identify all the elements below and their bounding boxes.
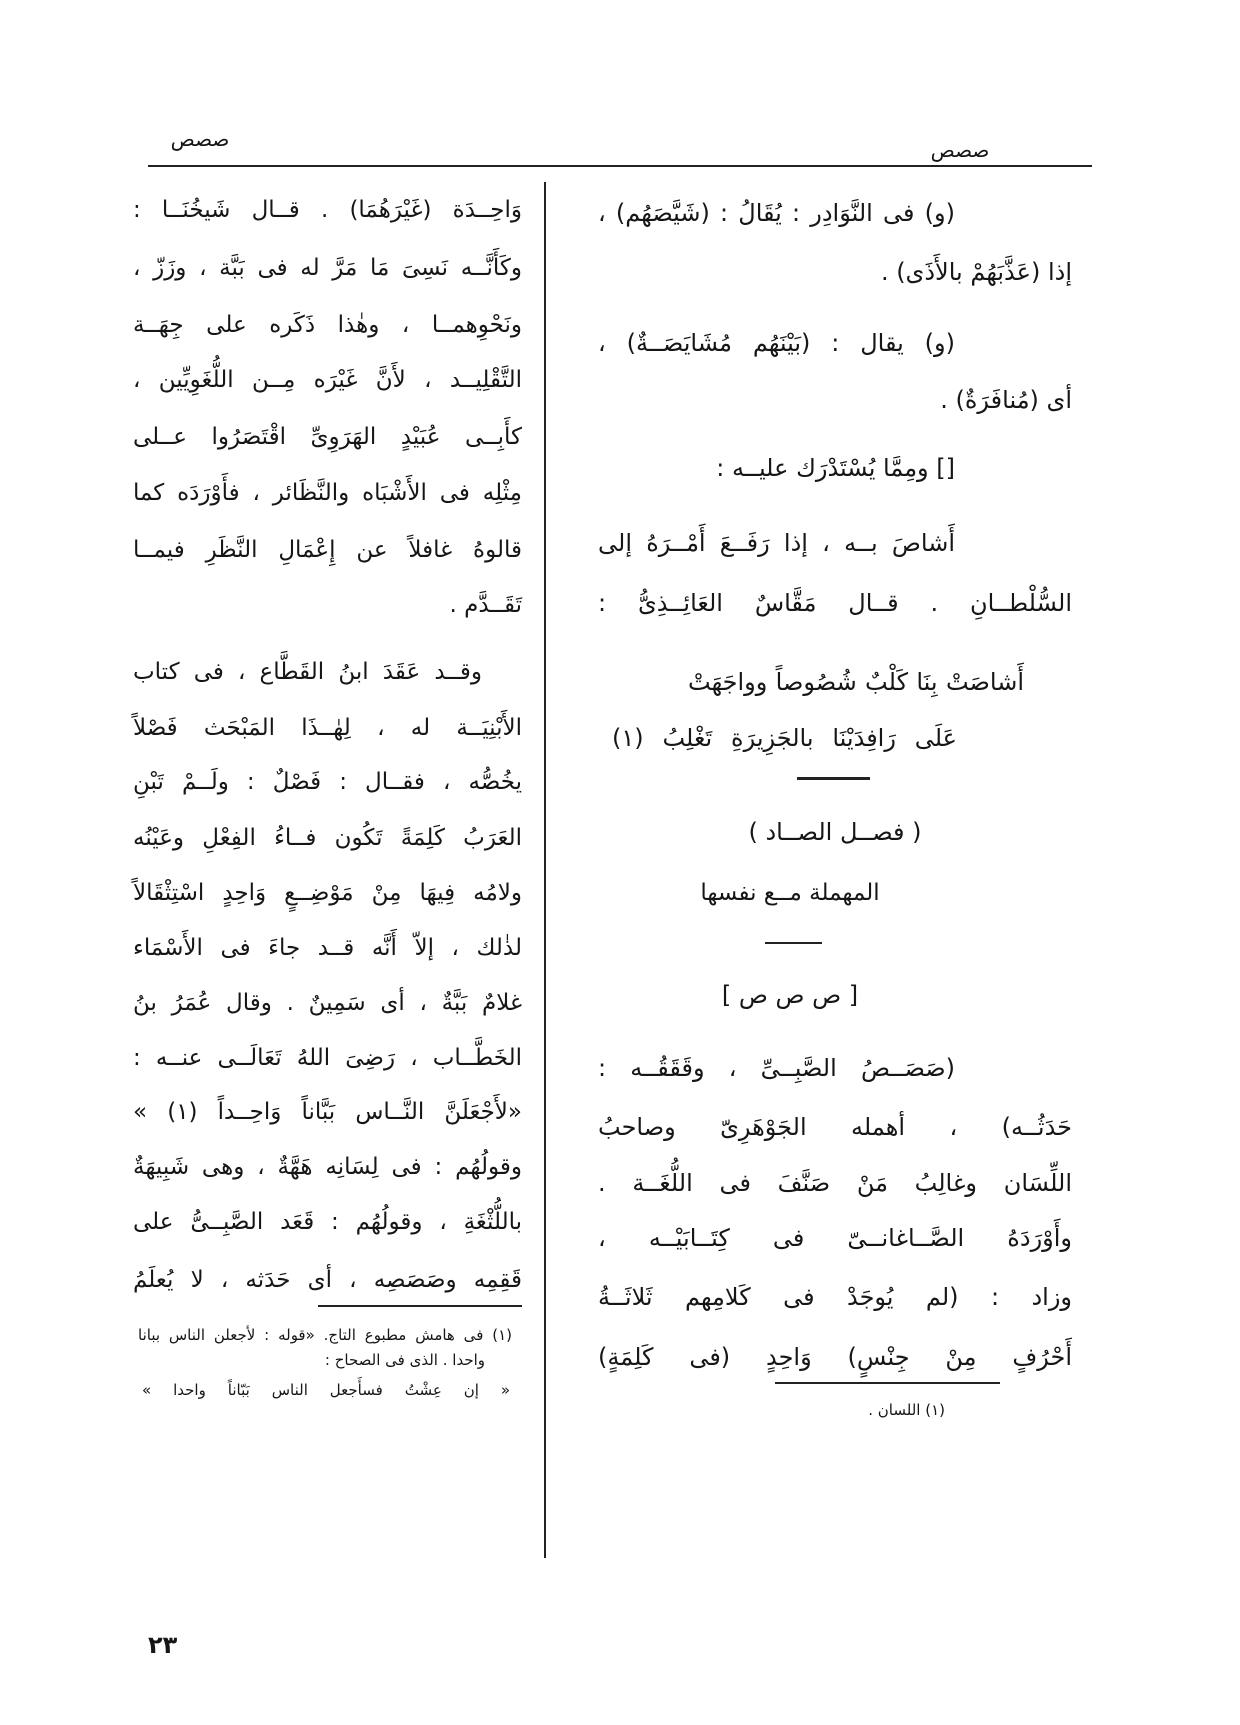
right-column-line: حَدَثُــه) ، أهمله الجَوْهَرِىّ وصاحبُ	[598, 1113, 1072, 1141]
right-column-line: السُّلْطــانِ . قــال مَقَّاسٌ العَائِــذِىُّ :	[598, 589, 1072, 617]
left-column-line: تَقَــدَّم .	[449, 592, 522, 618]
right-column-line: وأَوْرَدَهُ الصَّــاغانــىّ فى كِتَــابَيْــه ،	[598, 1224, 1072, 1252]
right-column-line: (و) يقال : (بَيْنَهُم مُشَايَصَــةٌ) ،	[598, 329, 955, 357]
footnote-right: (١) اللسان .	[868, 1401, 945, 1419]
left-column-line: التَّقْلِيــد ، لأَنَّ غَيْرَه مِــن اللُّغَوِيِّين ،	[133, 367, 522, 393]
footnote-left: « إن عِشْتُ فسأَجعل الناس بَبّاناً واحدا »	[142, 1381, 510, 1399]
running-head-right: صصص	[930, 138, 990, 162]
right-column-line: وزاد : (لم يُوجَدْ فى كَلامِهم ثَلاثَــةُ	[598, 1283, 1072, 1311]
left-column-line: «لأَجْعَلَنَّ النَّــاس بَبَّاناً وَاحِــداً (١) »	[133, 1099, 523, 1125]
left-column-line: وقولُهُم : فى لِسَانِه هَهَّةٌ ، وهى شَبِيهَةٌ	[133, 1154, 522, 1180]
left-column-line: الأَبْنِيَــة له ، لِهٰــذَا المَبْحَث فَصْلاً	[133, 715, 522, 741]
page-number: ٢٣	[148, 1631, 178, 1659]
left-column-line: وكَأَنَّــه نَسِىَ مَا مَرَّ له فى بَبَّة ، وزَزّ ،	[133, 255, 522, 281]
left-column-line: ونَحْوِهمــا ، وهٰذا ذَكَره على جِهَــة	[133, 312, 522, 338]
left-column-line: يخُصُّه ، فقــال : فَصْلٌ : ولَــمْ تَبْنِ	[133, 769, 522, 795]
footnote-left: (١) فى هامش مطبوع التاج. «قوله : لأجعلن الناس ببانا	[138, 1326, 512, 1344]
left-column-line: كأَبِــى عُبَيْدٍ الهَرَوِىِّ اقْتَصَرُوا عــلى	[133, 424, 522, 450]
left-column-line: ولامُه فِيهَا مِنْ مَوْضِــعٍ وَاحِدٍ اسْتِثْقَالاً	[133, 880, 522, 906]
right-column-line: (و) فى النَّوَادِر : يُقَالُ : (شَيَّصَهُم) ،	[598, 199, 955, 227]
left-column-line: قَقِمِه وصَصَصِه ، أى حَدَثه ، لا يُعلَمُ	[133, 1267, 522, 1293]
footnote-left: واحدا . الذى فى الصحاح :	[324, 1351, 485, 1369]
left-column-line: مِثْلِه فى الأَشْبَاه والنَّظَائر ، فأَوْرَدَه كما	[133, 480, 522, 506]
footnote-rule-left	[318, 1305, 522, 1307]
left-column-line: قالوهُ غافلاً عن إِعْمَالِ النَّظَرِ فيمــا	[133, 537, 522, 563]
left-column-line: الخَطَّــاب ، رَضِىَ اللهُ تَعَالَــى عنــه :	[133, 1045, 522, 1071]
right-column-line: أَشاصَ بــه ، إذا رَفَــعَ أَمْــرَهُ إلى	[598, 529, 955, 557]
entry-heading: [ ص ص ص ]	[721, 981, 859, 1009]
right-column-line: أى (مُنافَرَةٌ) .	[940, 386, 1072, 414]
right-column-line: أَحْرُفٍ مِنْ جِنْسٍ) وَاحِدٍ (فى كَلِمَةٍ)	[598, 1343, 1072, 1371]
left-column-line: العَرَبُ كَلِمَةً تَكُون فــاءُ الفِعْلِ وعَيْنُه	[133, 825, 522, 851]
left-column-line: لذٰلك ، إلاّ أَنَّه قــد جاءَ فى الأَسْمَاء	[133, 935, 522, 961]
footnote-rule-right	[775, 1382, 1000, 1384]
short-rule	[765, 942, 822, 944]
right-column-line: [] ومِمَّا يُسْتَدْرَك عليــه :	[716, 454, 955, 482]
left-column-line: غلامٌ بَبَّةٌ ، أى سَمِينٌ . وقال عُمَرُ بنُ	[133, 990, 522, 1016]
section-subtitle: المهملة مــع نفسها	[700, 880, 880, 906]
column-divider	[544, 182, 546, 1558]
right-column-line: (صَصَــصُ الصَّبِــىِّ ، وقَقَقُــه :	[598, 1054, 955, 1082]
running-head-left: صصص	[170, 127, 230, 151]
section-heading: ( فصــل الصــاد )	[748, 818, 922, 846]
left-column-line: وقــد عَقَدَ ابنُ القَطَّاع ، فى كتاب	[133, 659, 482, 685]
ornament-rule	[797, 777, 870, 780]
verse-hemistich-2: عَلَى رَافِدَيْنَا بالجَزِيرَةِ تَغْلِبُ (١)	[612, 724, 957, 752]
right-column-line: إذا (عَذَّبَهُمْ بالأَذَى) .	[880, 258, 1072, 286]
right-column-line: اللِّسَان وغالِبُ مَنْ صَنَّفَ فى اللُّغَــة .	[598, 1169, 1072, 1197]
left-column-line: باللُّثْغَةِ ، وقولُهُم : قَعَد الصَّبِــىُّ على	[133, 1209, 522, 1235]
left-column-line: وَاحِــدَة (غَيْرَهُمَا) . قــال شَيخُنَــا :	[133, 197, 522, 223]
verse-hemistich-1: أَشاصَتْ بِنَا كَلْبٌ شُصُوصاً وواجَهَتْ	[688, 668, 1024, 696]
header-rule	[148, 165, 1092, 167]
